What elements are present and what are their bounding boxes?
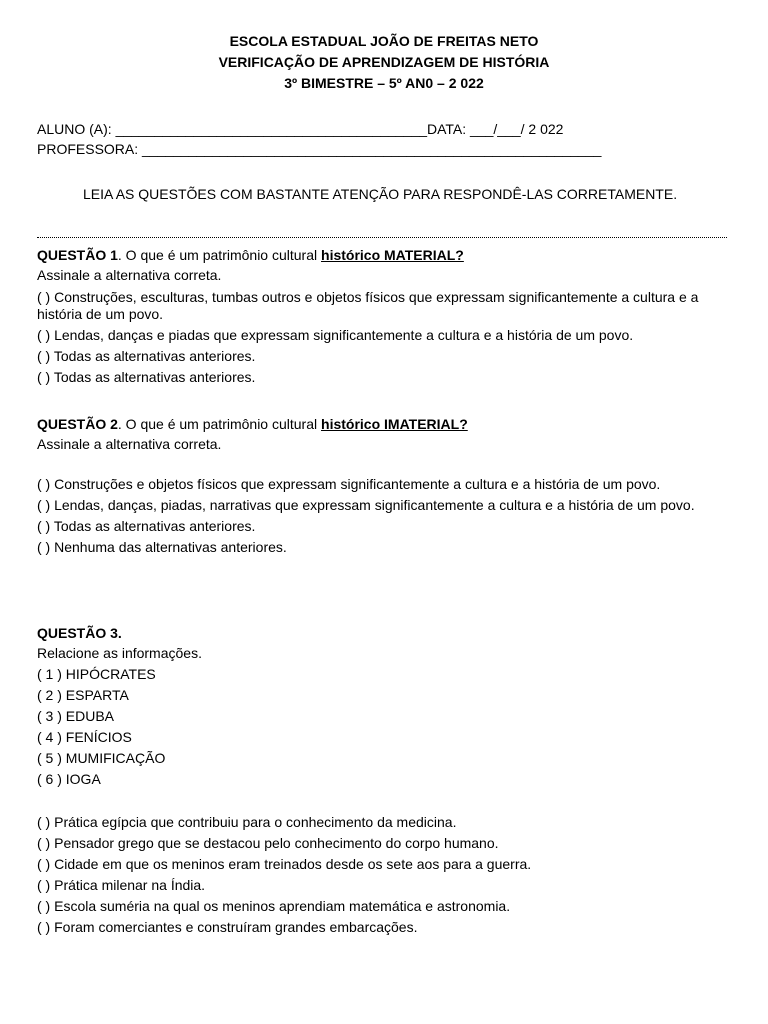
teacher-field: PROFESSORA: ___________________________________________________________ <box>37 141 602 157</box>
student-field: ALUNO (A): ________________________________________DATA: ___/___/ 2 022 <box>37 121 564 137</box>
question-1-emphasis: histórico MATERIAL? <box>321 247 464 263</box>
exam-title: VERIFICAÇÃO DE APRENDIZAGEM DE HISTÓRIA <box>218 54 550 70</box>
question-1-label: QUESTÃO 1 <box>37 247 118 263</box>
question-2-emphasis: histórico IMATERIAL? <box>321 416 468 432</box>
question-2-text: . O que é um patrimônio cultural <box>117 416 322 432</box>
question-3-item: ( 2 ) ESPARTA <box>37 687 129 703</box>
school-name: ESCOLA ESTADUAL JOÃO DE FREITAS NETO <box>229 33 539 49</box>
question-3-option: ( ) Foram comerciantes e construíram grandes embarcações. <box>37 919 418 935</box>
question-3-item: ( 4 ) FENÍCIOS <box>37 729 132 745</box>
exam-header <box>0 31 768 94</box>
question-3-option: ( ) Escola suméria na qual os meninos aprendiam matemática e astronomia. <box>37 898 511 914</box>
question-3-option: ( ) Prática egípcia que contribuiu para o conhecimento da medicina. <box>37 814 457 830</box>
question-3-item: ( 3 ) EDUBA <box>37 708 115 724</box>
question-2-option: ( ) Construções e objetos físicos que expressam significantemente a cultura e a história de um povo. <box>37 476 661 492</box>
question-1-option: ( ) Todas as alternativas anteriores. <box>37 348 256 364</box>
question-3 <box>37 623 727 936</box>
question-1-text: . O que é um patrimônio cultural <box>117 247 322 263</box>
instructions-text: LEIA AS QUESTÕES COM BASTANTE ATENÇÃO PARA RESPONDÊ-LAS CORRETAMENTE. <box>83 186 678 202</box>
student-fields <box>37 119 601 159</box>
question-1-prompt: Assinale a alternativa correta. <box>37 267 222 283</box>
question-1-option: ( ) Todas as alternativas anteriores. <box>37 369 256 385</box>
divider <box>37 237 727 238</box>
question-2-label: QUESTÃO 2 <box>37 416 118 432</box>
question-1-title <box>37 245 727 265</box>
question-1 <box>37 245 727 386</box>
question-3-prompt: Relacione as informações. <box>37 645 202 661</box>
question-2 <box>37 414 727 556</box>
question-2-option: ( ) Lendas, danças, piadas, narrativas que expressam significantemente a cultura e a história de um povo. <box>37 497 695 513</box>
question-3-item: ( 5 ) MUMIFICAÇÃO <box>37 750 166 766</box>
exam-term: 3º BIMESTRE – 5º AN0 – 2 022 <box>284 75 484 91</box>
instructions <box>37 184 727 204</box>
question-3-item: ( 6 ) IOGA <box>37 771 101 787</box>
question-3-label: QUESTÃO 3. <box>37 625 122 641</box>
question-1-option: ( ) Construções, esculturas, tumbas outros e objetos físicos que expressam significantemente a cultura e a história de um povo. <box>37 289 699 322</box>
question-2-option: ( ) Todas as alternativas anteriores. <box>37 518 256 534</box>
question-3-option: ( ) Cidade em que os meninos eram treinados desde os sete aos para a guerra. <box>37 856 532 872</box>
question-2-prompt: Assinale a alternativa correta. <box>37 436 222 452</box>
question-2-title <box>37 414 727 434</box>
question-3-option: ( ) Pensador grego que se destacou pelo conhecimento do corpo humano. <box>37 835 499 851</box>
question-3-item: ( 1 ) HIPÓCRATES <box>37 666 156 682</box>
question-3-option: ( ) Prática milenar na Índia. <box>37 877 206 893</box>
question-1-option: ( ) Lendas, danças e piadas que expressam significantemente a cultura e a história de um povo. <box>37 327 634 343</box>
question-2-option: ( ) Nenhuma das alternativas anteriores. <box>37 539 287 555</box>
